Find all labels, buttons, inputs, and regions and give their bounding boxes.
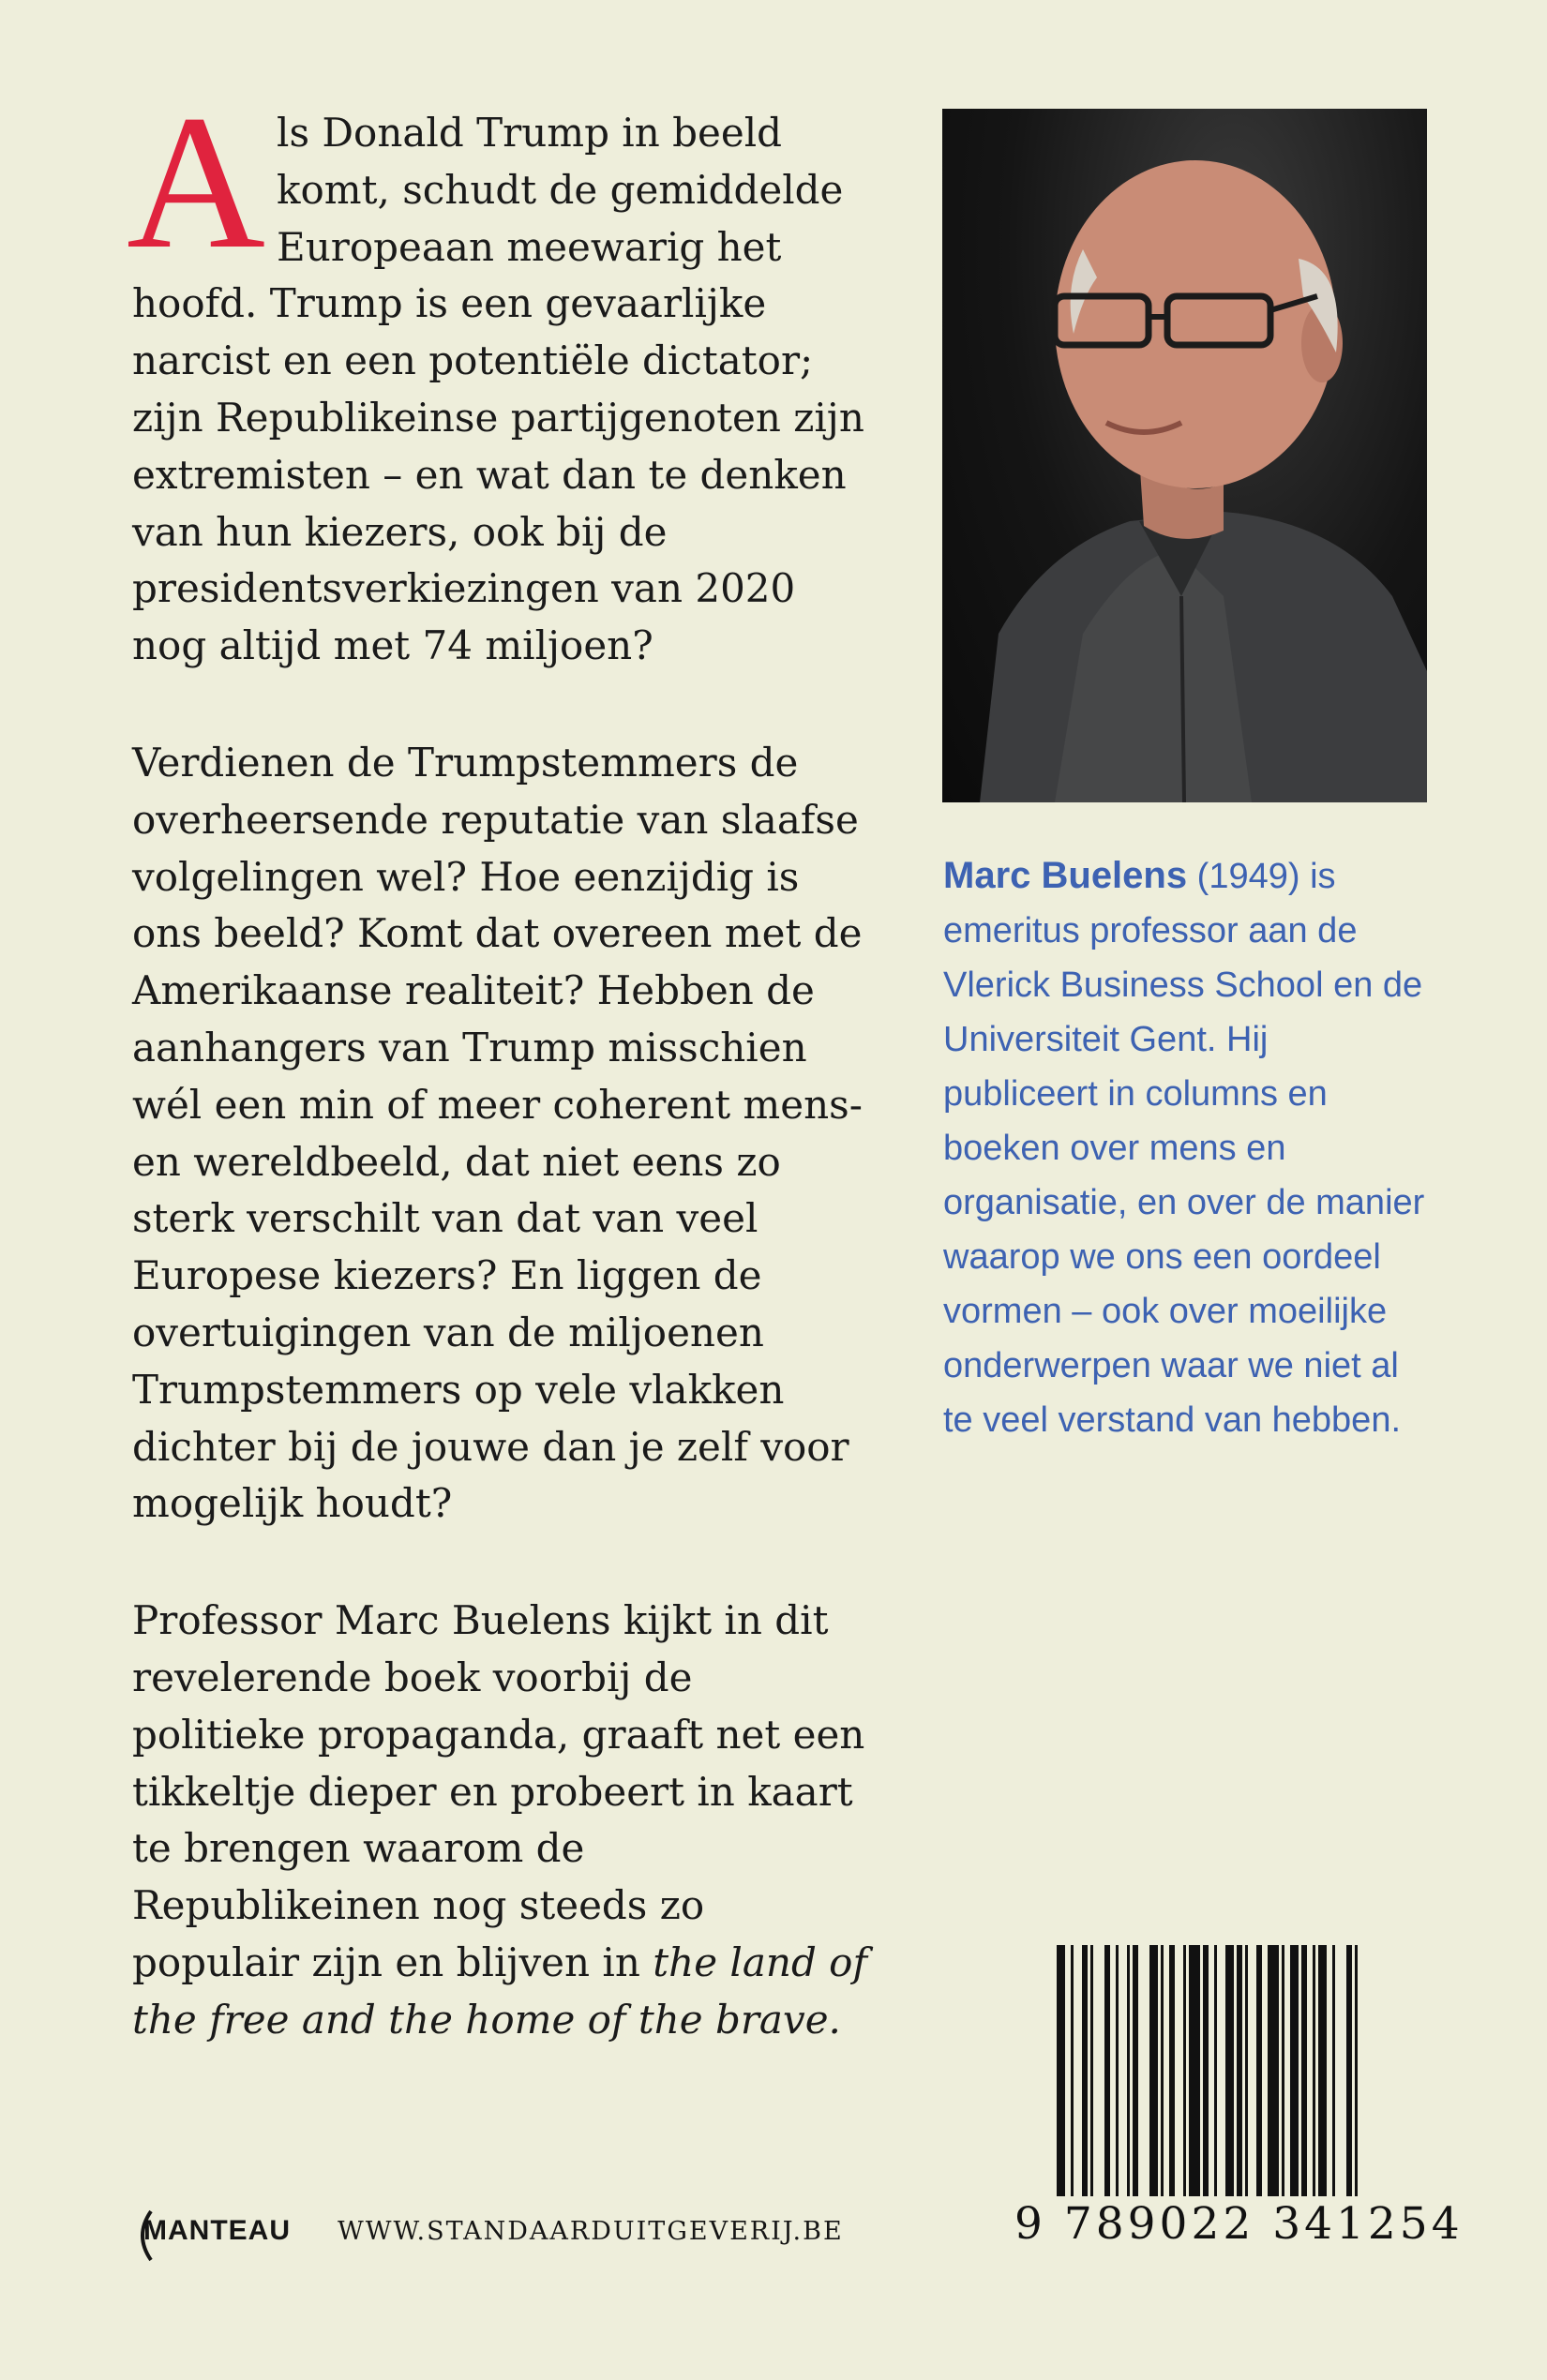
barcode-bar [1189,1945,1200,2196]
barcode-bar [1169,1945,1175,2196]
drop-cap: A [127,76,266,289]
author-name: Marc Buelens [943,855,1188,896]
author-photo [942,109,1427,802]
barcode-bar [1104,1945,1110,2196]
author-year: (1949) [1196,857,1300,896]
author-portrait-illustration [942,109,1427,802]
blurb-paragraph-1 [127,76,873,675]
barcode-bar [1133,1945,1138,2196]
barcode-bar [1355,1945,1358,2196]
publisher-logo [132,2208,293,2254]
barcode-bar [1057,1945,1065,2196]
barcode-bar [1346,1945,1352,2196]
barcode-bar [1116,1945,1119,2196]
barcode-bar [1214,1945,1217,2196]
author-bio [943,848,1431,1447]
blurb-italic-phrase: the land of the free and the home of the brave. [132,1938,868,2043]
barcode-bar [1313,1945,1315,2196]
barcode-bar [1332,1945,1335,2196]
barcode-bar [1183,1945,1186,2196]
barcode-bar [1127,1945,1130,2196]
barcode-bar [1203,1945,1209,2196]
barcode-bar [1149,1945,1158,2196]
blurb-text-3: Professor Marc Buelens kijkt in dit revelerende boek voorbij de politieke propaganda, graaft net een tikkeltje dieper en probeert in kaart te brengen waarom de Republikeinen nog steeds zo populair zijn en blijven in [132,1597,865,1985]
barcode-bar [1225,1945,1234,2196]
isbn-barcode [1014,1938,1464,2261]
publisher-name: MANTEAU [143,2215,291,2246]
blurb-text-1: ls Donald Trump in beeld komt, schudt de gemiddelde Europeaan meewarig het hoofd. Trump is een gevaarlijke narcist en een potentiële dictator; zijn Republikeinse partijgenoten zijn extremisten – en wat dan te denken van hun kiezers, ook bij de presidentsverkiezingen van 2020 nog altijd met 74 miljoen? [132,110,864,669]
barcode-bar [1161,1945,1164,2196]
barcode-bar [1290,1945,1299,2196]
barcode-bar [1256,1945,1262,2196]
barcode-bar [1301,1945,1307,2196]
barcode-bar [1268,1945,1279,2196]
back-cover-blurb [127,76,873,2109]
footer [132,2201,844,2261]
barcode-bar [1082,1945,1088,2196]
barcode-bar [1282,1945,1284,2196]
barcode-bar [1318,1945,1327,2196]
blurb-paragraph-3 [132,1593,873,2048]
isbn-digits: 9 789022 341254 [1014,2198,1464,2250]
barcode-bar [1245,1945,1248,2196]
publisher-website: WWW.STANDAARDUITGEVERIJ.BE [338,2216,844,2246]
blurb-paragraph-2: Verdienen de Trumpstemmers de overheersende reputatie van slaafse volgelingen wel? Hoe eenzijdig is ons beeld? Komt dat overeen met de Amerikaanse realiteit? Hebben de aanhangers van Trump misschien wél een min of meer coherent mens- en wereldbeeld, dat niet eens zo sterk verschilt van dat van veel Europese kiezers? En liggen de overtuigingen van de miljoenen Trumpstemmers op vele vlakken dichter bij de jouwe dan je zelf voor mogelijk houdt? [132,739,863,1527]
barcode-bars [1057,1945,1366,2196]
publisher-logo-arc-icon [132,2208,155,2264]
barcode-bar [1237,1945,1242,2196]
author-bio-text: is emeritus professor aan de Vlerick Business School en de Universiteit Gent. Hij publiceert in columns en boeken over mens en organisatie, en over de manier waarop we ons een oordeel vormen – ook over moeilijke onderwerpen waar we niet al te veel verstand van hebben. [943,857,1425,1440]
barcode-bar [1090,1945,1093,2196]
barcode-bar [1071,1945,1074,2196]
